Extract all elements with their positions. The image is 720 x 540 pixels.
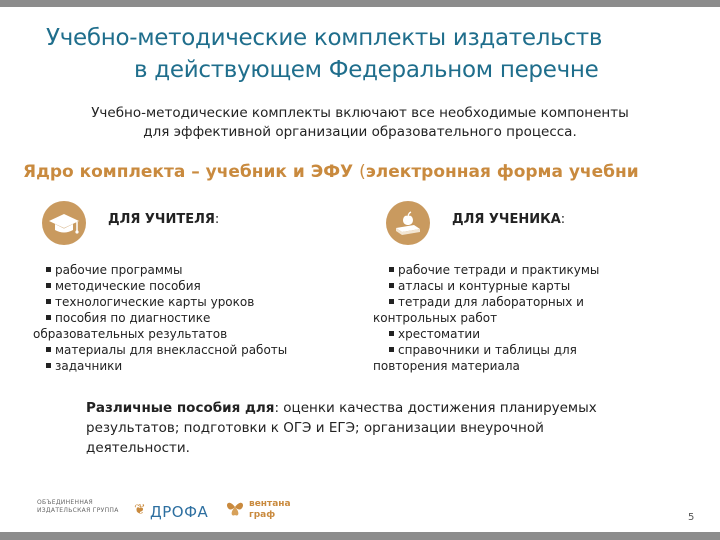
core-paren: ( bbox=[359, 162, 366, 182]
page-number: 5 bbox=[688, 512, 695, 523]
apple-on-book-icon bbox=[386, 201, 430, 245]
student-list bbox=[373, 262, 599, 374]
list-item: рабочие тетради и практикумы bbox=[373, 262, 599, 278]
drofa-logo-mark-icon: ❦ bbox=[134, 502, 146, 518]
list-item: хрестоматии bbox=[373, 326, 599, 342]
list-item: контрольных работ bbox=[373, 311, 498, 325]
publishing-group-logo: ОБЪЕДИНЕННАЯ ИЗДАТЕЛЬСКАЯ ГРУППА bbox=[37, 499, 119, 514]
core-main: Ядро комплекта – учебник и ЭФУ bbox=[23, 162, 360, 182]
subtitle-line-1: Учебно-методические комплекты включают все необходимые компоненты bbox=[91, 105, 629, 121]
bottom-bar bbox=[0, 532, 720, 540]
list-item: пособия по диагностике bbox=[33, 310, 287, 326]
list-item: повторения материала bbox=[373, 359, 520, 373]
drofa-logo: ДРОФА bbox=[150, 503, 209, 521]
list-item: справочники и таблицы для bbox=[373, 342, 599, 358]
student-heading: ДЛЯ УЧЕНИКА: bbox=[452, 212, 566, 227]
graduation-cap-icon bbox=[42, 201, 86, 245]
ventana-graf-logo: вентана граф bbox=[249, 499, 291, 520]
list-item: задачники bbox=[33, 358, 287, 374]
core-rest: электронная форма учебни bbox=[365, 162, 639, 182]
teacher-list bbox=[33, 262, 287, 374]
additional-materials: Различные пособия для: оценки качества достижения планируемых результатов; подготовки к ОГЭ и ЕГЭ; организации внеурочной деятельности. bbox=[86, 400, 597, 456]
teacher-heading: ДЛЯ УЧИТЕЛЯ: bbox=[108, 212, 220, 227]
top-bar bbox=[0, 0, 720, 7]
list-item: рабочие программы bbox=[33, 262, 287, 278]
title-line-2: в действующем Федеральном перечне bbox=[134, 57, 599, 83]
slide-title bbox=[0, 22, 720, 86]
ventana-logo-mark-icon bbox=[224, 496, 246, 518]
list-item: атласы и контурные карты bbox=[373, 278, 599, 294]
list-item: технологические карты уроков bbox=[33, 294, 287, 310]
subtitle bbox=[0, 104, 720, 142]
list-item: методические пособия bbox=[33, 278, 287, 294]
title-line-1: Учебно-методические комплекты издательств bbox=[46, 25, 603, 51]
subtitle-line-2: для эффективной организации образовательного процесса. bbox=[143, 124, 577, 140]
list-item: материалы для внеклассной работы bbox=[33, 342, 287, 358]
list-item: образовательных результатов bbox=[33, 327, 228, 341]
core-heading bbox=[23, 162, 639, 182]
list-item: тетради для лабораторных и bbox=[373, 294, 599, 310]
